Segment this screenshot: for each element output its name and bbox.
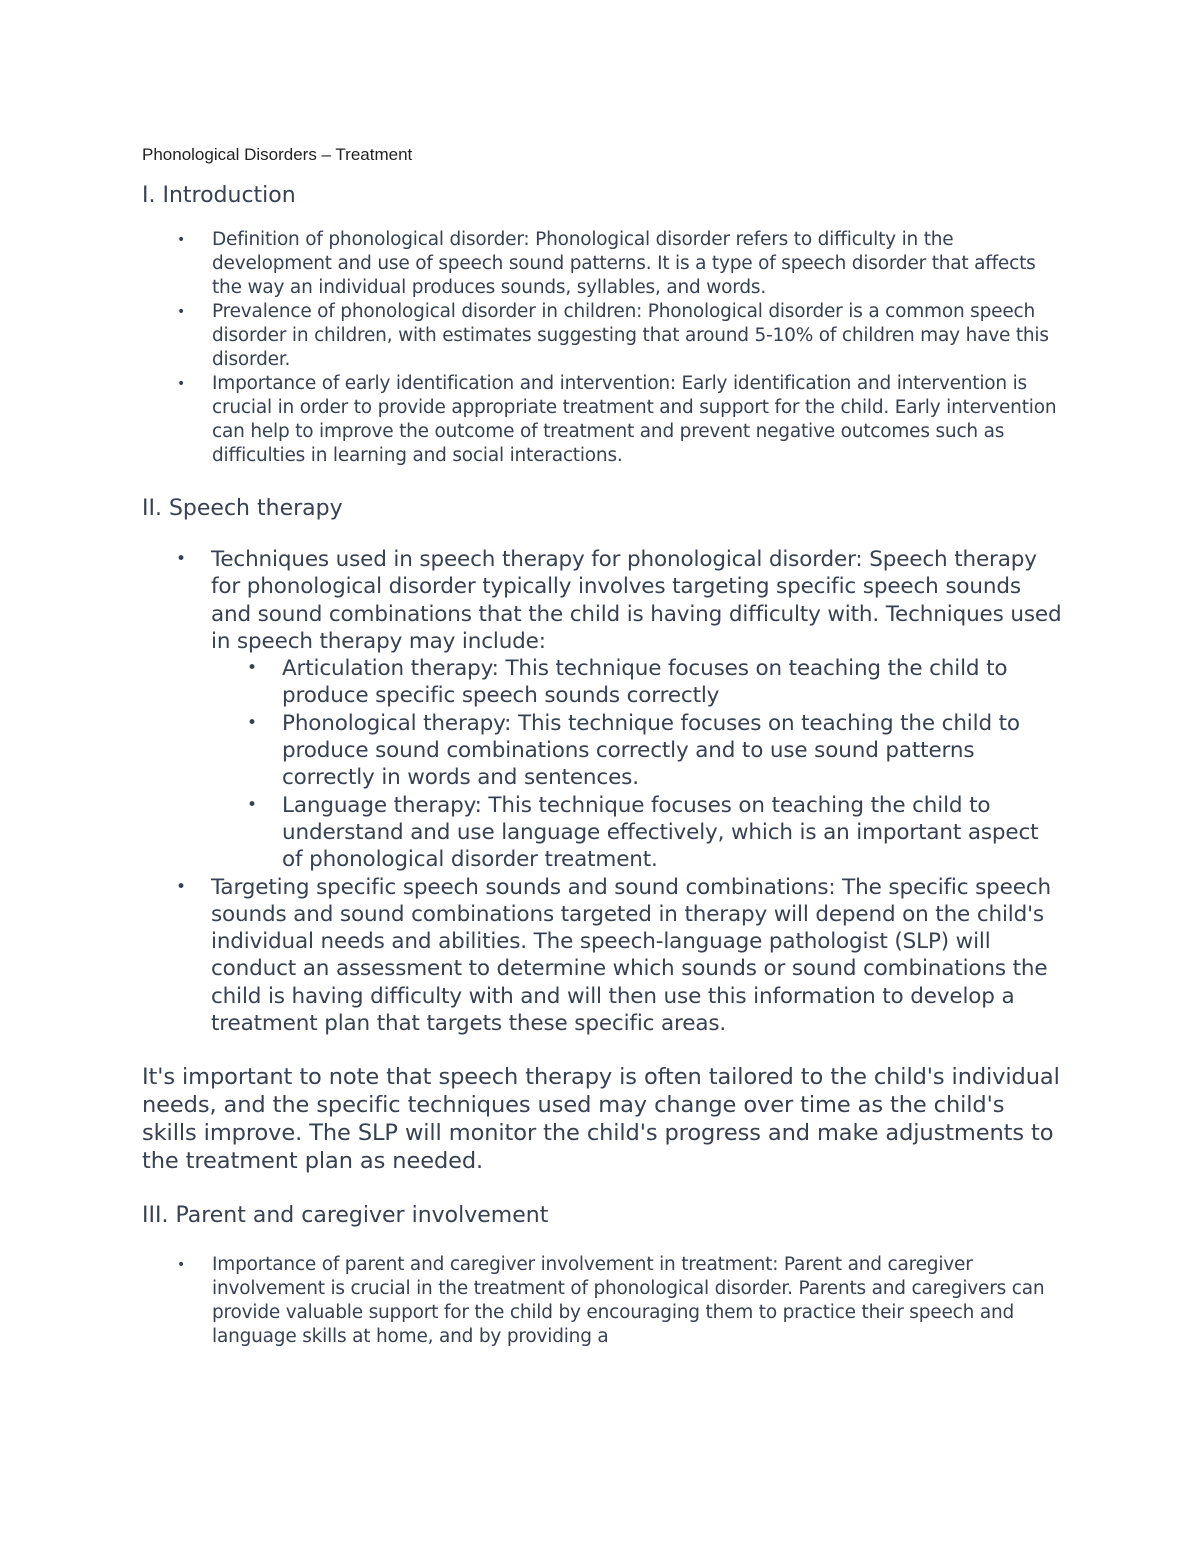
sub-list-item: [210, 792, 1062, 874]
speech-therapy-list: [142, 546, 1062, 1037]
bullet-icon: •: [176, 549, 186, 569]
list-item-text: Importance of parent and caregiver involvement in treatment: Parent and caregiver involvement is crucial in the treatment of phonological disorder. Parents and caregivers can provide valuable support for the child by encouraging them to practice their speech and language skills at home, and by providing a: [212, 1254, 1045, 1348]
sub-list-item: [210, 710, 1062, 792]
introduction-list: [142, 228, 1062, 468]
parent-involvement-list: [142, 1253, 1062, 1349]
sub-list-item-text: Language therapy: This technique focuses on teaching the child to understand and use language effectively, which is an important aspect of phonological disorder treatment.: [282, 792, 1039, 873]
list-item: [142, 546, 1062, 874]
bullet-icon: •: [177, 232, 186, 248]
techniques-sub-list: [211, 655, 1062, 873]
section-heading-speech-therapy: II. Speech therapy: [142, 496, 343, 521]
section-heading-introduction: I. Introduction: [142, 183, 296, 208]
list-item: [142, 874, 1062, 1038]
list-item-text: Techniques used in speech therapy for phonological disorder: Speech therapy for phonological disorder typically involves targeting specific speech sounds and sound combinations that the child is having difficulty with. Techniques used in speech therapy may include:: [211, 547, 1062, 654]
list-item-text: Importance of early identification and intervention: Early identification and intervention is crucial in order to provide appropriate treatment and support for the child. Early intervention can help to improve the outcome of treatment and prevent negative outcomes such as difficulties in learning and social interactions.: [212, 373, 1057, 466]
bullet-icon: •: [177, 376, 186, 392]
bullet-icon: •: [176, 876, 186, 897]
list-item: [143, 1253, 1062, 1349]
speech-therapy-note: It's important to note that speech therapy is often tailored to the child's individual needs, and the specific techniques used may change over time as the child's skills improve. The SLP will monitor the child's progress and make adjustments to the treatment plan as needed.: [142, 1064, 1060, 1175]
bullet-icon: •: [177, 304, 186, 320]
sub-list-item-text: Articulation therapy: This technique focuses on teaching the child to produce specific speech sounds correctly: [282, 656, 1008, 709]
document-title: Phonological Disorders – Treatment: [142, 145, 413, 164]
list-item-text: Definition of phonological disorder: Phonological disorder refers to difficulty in the development and use of speech sound patterns. It is a type of speech disorder that affects the way an individual produces sounds, syllables, and words.: [212, 229, 1036, 298]
sub-list-item: [210, 655, 1062, 710]
list-item: [143, 300, 1062, 372]
sub-list-item-text: Phonological therapy: This technique focuses on teaching the child to produce sound combinations correctly and to use sound patterns correctly in words and sentences.: [282, 710, 1020, 791]
section-heading-parent-involvement: III. Parent and caregiver involvement: [142, 1203, 549, 1229]
bullet-icon: •: [247, 794, 257, 815]
document-page: [142, 143, 1062, 1349]
list-item-text: Targeting specific speech sounds and sound combinations: The specific speech sounds and sound combinations targeted in therapy will depend on the child's individual needs and abilities. The speech-language pathologist (SLP) will conduct an assessment to determine which sounds or sound combinations the child is having difficulty with and will then use this information to develop a treatment plan that targets these specific areas.: [211, 874, 1051, 1037]
list-item-text: Prevalence of phonological disorder in children: Phonological disorder is a common speech disorder in children, with estimates suggesting that around 5-10% of children may have this disorder.: [212, 301, 1049, 370]
bullet-icon: •: [177, 1257, 186, 1274]
bullet-icon: •: [247, 658, 257, 679]
bullet-icon: •: [247, 712, 257, 733]
list-item: [143, 372, 1062, 468]
list-item: [143, 228, 1062, 300]
